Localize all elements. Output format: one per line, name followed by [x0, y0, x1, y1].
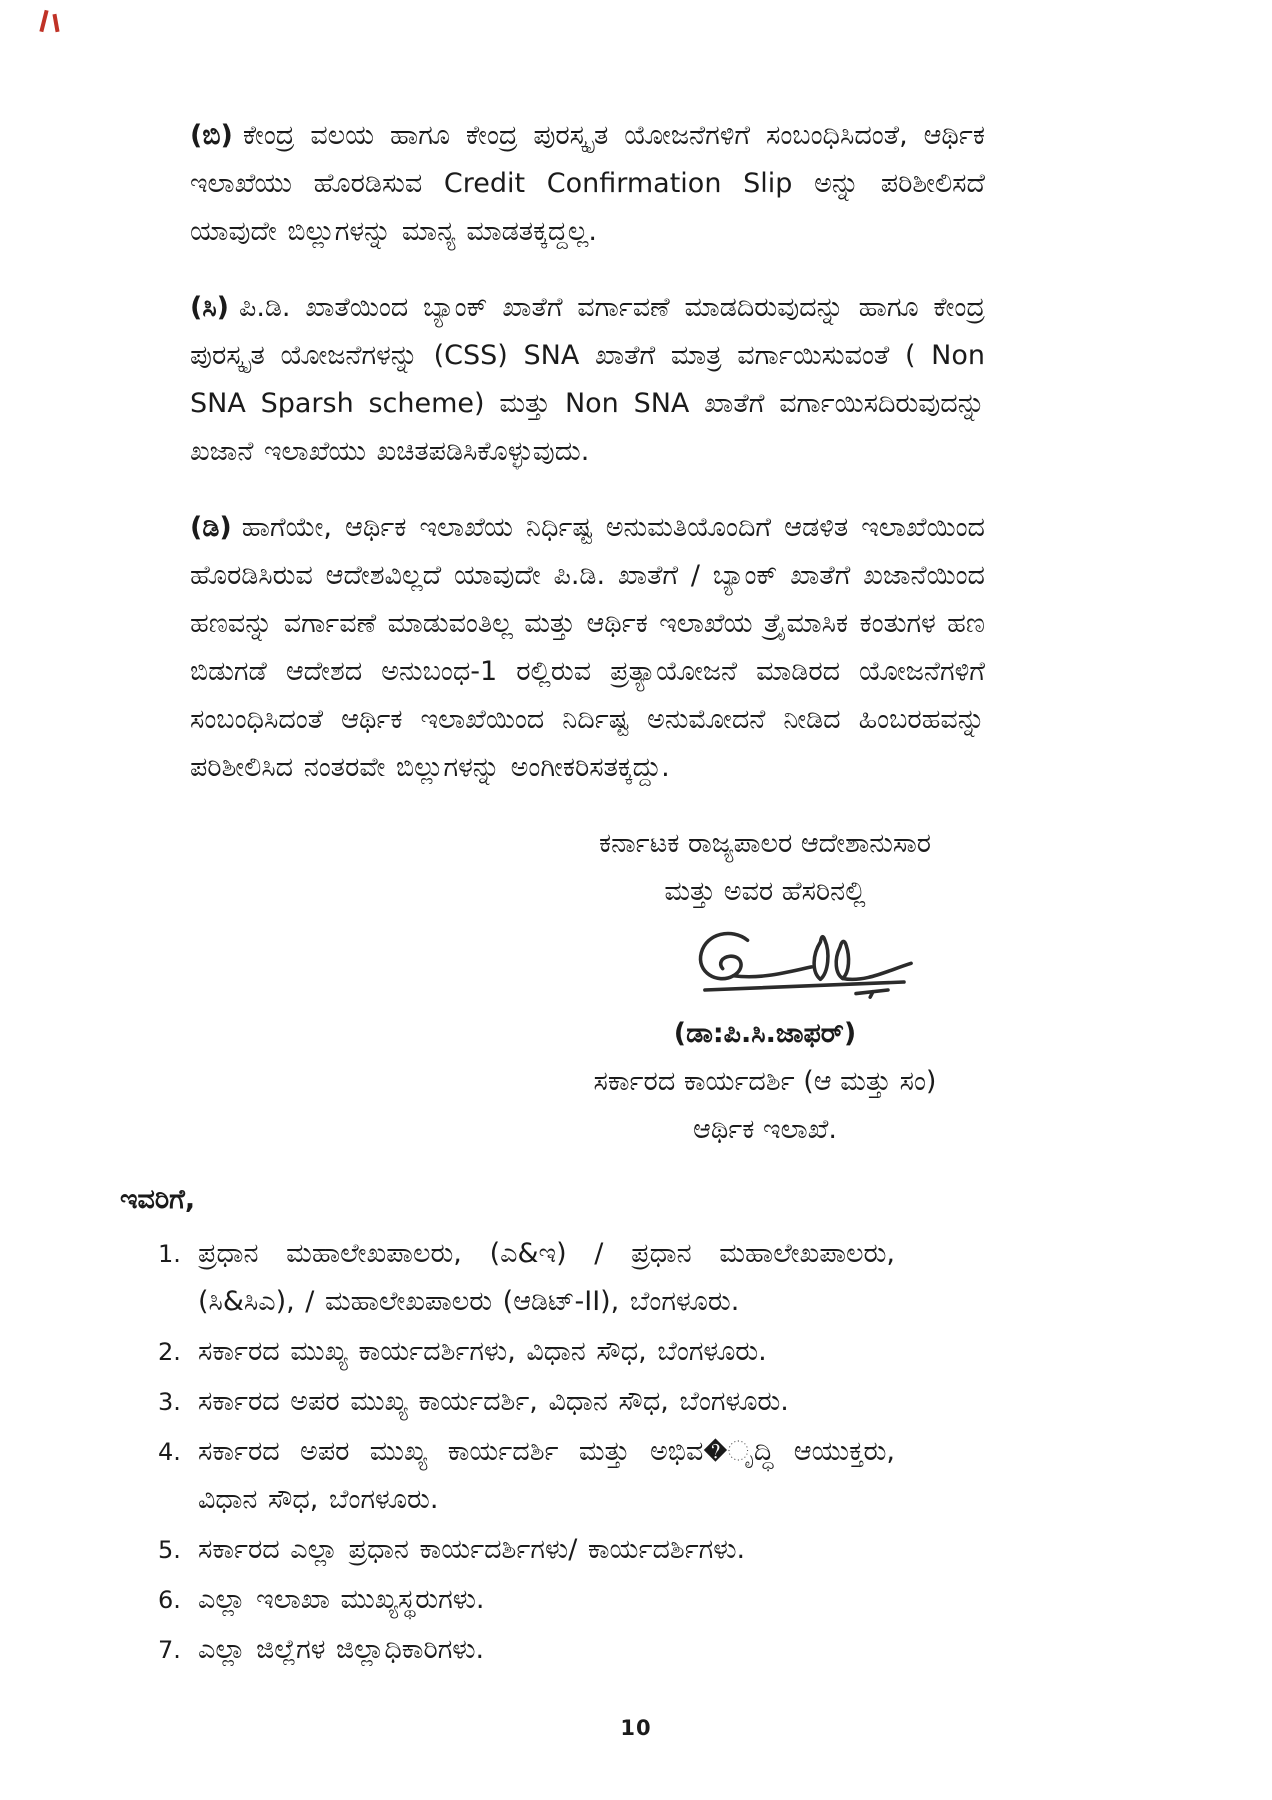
recipient-item [158, 1230, 985, 1326]
signatory-title: ಸರ್ಕಾರದ ಕಾರ್ಯದರ್ಶಿ (ಆ ಮತ್ತು ಸಂ) [593, 1066, 937, 1097]
recipient-item [158, 1428, 985, 1524]
recipient-number: 7. [158, 1636, 181, 1664]
recipient-number: 1. [158, 1240, 181, 1268]
paragraph-c-label: (ಸಿ) [190, 292, 230, 323]
recipient-number: 4. [158, 1438, 181, 1466]
recipient-text: ಸರ್ಕಾರದ ಅಪರ ಮುಖ್ಯ ಕಾರ್ಯದರ್ಶಿ ಮತ್ತು ಅಭಿವ�ೃದ್ಧಿ ಆಯುಕ್ತರು, ವಿಧಾನ ಸೌಧ, ಬೆಂಗಳೂರು. [198, 1436, 895, 1515]
scan-artifact-mark [40, 8, 66, 42]
signatory-department: ಆರ್ಥಿಕ ಇಲಾಖೆ. [693, 1114, 837, 1145]
paragraph-d [190, 504, 985, 792]
recipients-section [120, 1180, 985, 1674]
paragraph-c-text: ಪಿ.ಡಿ. ಖಾತೆಯಿಂದ ಬ್ಯಾಂಕ್ ಖಾತೆಗೆ ವರ್ಗಾವಣೆ ಮಾಡದಿರುವುದನ್ನು ಹಾಗೂ ಕೇಂದ್ರ ಪುರಸ್ಕೃತ ಯೋಜನೆಗಳನ್ನು (CSS) SNA ಖಾತೆಗೆ ಮಾತ್ರ ವರ್ಗಾಯಿಸುವಂತೆ ( Non SNA Sparsh scheme) ಮತ್ತು Non SNA ಖಾತೆಗೆ ವರ್ಗಾಯಿಸದಿರುವುದನ್ನು ಖಜಾನೆ ಇಲಾಖೆಯು ಖಚಿತಪಡಿಸಿಕೊಳ್ಳುವುದು. [190, 292, 985, 467]
recipient-number: 5. [158, 1536, 181, 1564]
signatory-name: (ಡಾ:ಪಿ.ಸಿ.ಜಾಫರ್) [673, 1018, 857, 1049]
paragraph-c [190, 284, 985, 476]
paragraph-b [190, 112, 985, 256]
recipient-number: 2. [158, 1338, 181, 1366]
recipient-number: 6. [158, 1586, 181, 1614]
signature-image [615, 926, 985, 1006]
recipient-text: ಸರ್ಕಾರದ ಅಪರ ಮುಖ್ಯ ಕಾರ್ಯದರ್ಶಿ, ವಿಧಾನ ಸೌಧ, ಬೆಂಗಳೂರು. [198, 1386, 789, 1417]
recipient-text: ಪ್ರಧಾನ ಮಹಾಲೇಖಪಾಲರು, (ಎ&ಇ) / ಪ್ರಧಾನ ಮಹಾಲೇಖಪಾಲರು, (ಸಿ&ಸಿಎ), / ಮಹಾಲೇಖಪಾಲರು (ಆಡಿಟ್-II), ಬೆಂಗಳೂರು. [198, 1238, 895, 1317]
recipient-number: 3. [158, 1388, 181, 1416]
in-name-line: ಮತ್ತು ಅವರ ಹೆಸರಿನಲ್ಲಿ [664, 876, 866, 907]
recipient-text: ಎಲ್ಲಾ ಜಿಲ್ಲೆಗಳ ಜಿಲ್ಲಾಧಿಕಾರಿಗಳು. [198, 1634, 485, 1665]
recipient-item [158, 1526, 985, 1574]
recipients-heading: ಇವರಿಗೆ, [120, 1184, 196, 1215]
paragraph-b-text: ಕೇಂದ್ರ ವಲಯ ಹಾಗೂ ಕೇಂದ್ರ ಪುರಸ್ಕೃತ ಯೋಜನೆಗಳಿಗೆ ಸಂಬಂಧಿಸಿದಂತೆ, ಆರ್ಥಿಕ ಇಲಾಖೆಯು ಹೊರಡಿಸುವ Credit Confirmation Slip ಅನ್ನು ಪರಿಶೀಲಿಸದೆ ಯಾವುದೇ ಬಿಲ್ಲುಗಳನ್ನು ಮಾನ್ಯ ಮಾಡತಕ್ಕದ್ದಲ್ಲ. [190, 120, 985, 247]
recipient-item [158, 1626, 985, 1674]
recipient-text: ಸರ್ಕಾರದ ಮುಖ್ಯ ಕಾರ್ಯದರ್ಶಿಗಳು, ವಿಧಾನ ಸೌಧ, ಬೆಂಗಳೂರು. [198, 1336, 767, 1367]
paragraph-d-label: (ಡಿ) [190, 512, 232, 543]
by-order-line: ಕರ್ನಾಟಕ ರಾಜ್ಯಪಾಲರ ಆದೇಶಾನುಸಾರ [598, 828, 932, 859]
recipient-item [158, 1378, 985, 1426]
recipient-item [158, 1576, 985, 1624]
page-number: 10 [620, 1716, 652, 1740]
paragraph-d-text: ಹಾಗೆಯೇ, ಆರ್ಥಿಕ ಇಲಾಖೆಯ ನಿರ್ಧಿಷ್ಟ ಅನುಮತಿಯೊಂದಿಗೆ ಆಡಳಿತ ಇಲಾಖೆಯಿಂದ ಹೊರಡಿಸಿರುವ ಆದೇಶವಿಲ್ಲದೆ ಯಾವುದೇ ಪಿ.ಡಿ. ಖಾತೆಗೆ / ಬ್ಯಾಂಕ್ ಖಾತೆಗೆ ಖಜಾನೆಯಿಂದ ಹಣವನ್ನು ವರ್ಗಾವಣೆ ಮಾಡುವಂತಿಲ್ಲ ಮತ್ತು ಆರ್ಥಿಕ ಇಲಾಖೆಯ ತ್ರೈಮಾಸಿಕ ಕಂತುಗಳ ಹಣ ಬಿಡುಗಡೆ ಆದೇಶದ ಅನುಬಂಧ-1 ರಲ್ಲಿರುವ ಪ್ರತ್ಯಾಯೋಜನೆ ಮಾಡಿರದ ಯೋಜನೆಗಳಿಗೆ ಸಂಬಂಧಿಸಿದಂತೆ ಆರ್ಥಿಕ ಇಲಾಖೆಯಿಂದ ನಿರ್ದಿಷ್ಟ ಅನುಮೋದನೆ ನೀಡಿದ ಹಿಂಬರಹವನ್ನು ಪರಿಶೀಲಿಸಿದ ನಂತರವೇ ಬಿಲ್ಲುಗಳನ್ನು ಅಂಗೀಕರಿಸತಕ್ಕದ್ದು. [190, 512, 985, 783]
recipient-text: ಎಲ್ಲಾ ಇಲಾಖಾ ಮುಖ್ಯಸ್ಥರುಗಳು. [198, 1584, 485, 1615]
recipient-item [158, 1328, 985, 1376]
handwritten-signature-icon [675, 926, 925, 1006]
recipient-text: ಸರ್ಕಾರದ ಎಲ್ಲಾ ಪ್ರಧಾನ ಕಾರ್ಯದರ್ಶಿಗಳು/ ಕಾರ್ಯದರ್ಶಿಗಳು. [198, 1534, 746, 1565]
recipient-list [158, 1230, 985, 1674]
paragraph-b-label: (ಬಿ) [190, 120, 233, 151]
signature-block [545, 820, 985, 1154]
